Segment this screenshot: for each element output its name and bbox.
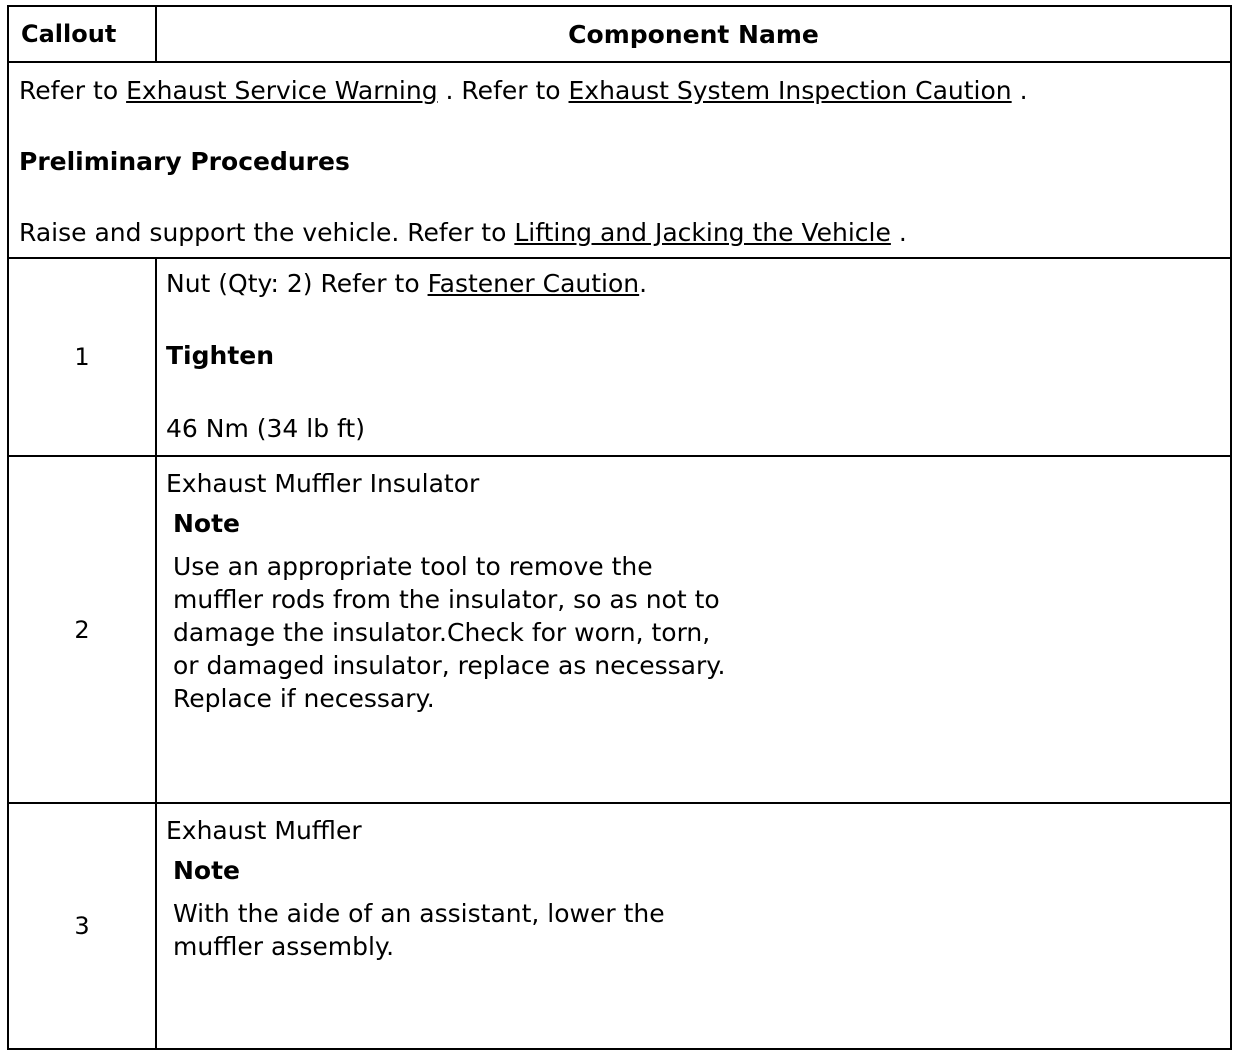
note-line: Use an appropriate tool to remove the	[173, 552, 653, 581]
note-line: With the aide of an assistant, lower the	[173, 899, 665, 928]
callout-number: 1	[9, 259, 157, 455]
preliminary-procedures-heading: Preliminary Procedures	[19, 147, 350, 176]
table-row	[9, 257, 1230, 455]
note-block	[173, 509, 725, 715]
link-exhaust-system-inspection-caution[interactable]: Exhaust System Inspection Caution	[568, 76, 1012, 105]
link-exhaust-service-warning[interactable]: Exhaust Service Warning	[126, 76, 438, 105]
note-line: damage the insulator.Check for worn, torn,	[173, 618, 711, 647]
link-lifting-and-jacking[interactable]: Lifting and Jacking the Vehicle	[514, 218, 891, 247]
component-name-suffix: .	[639, 269, 648, 298]
note-block	[173, 856, 665, 963]
intro-row	[9, 61, 1230, 257]
intro-raise-line	[19, 213, 1220, 253]
callout-number: 3	[9, 804, 157, 1048]
note-label: Note	[173, 856, 241, 885]
table-header-row	[9, 7, 1230, 61]
note-line: Replace if necessary.	[173, 684, 435, 713]
table-row	[9, 455, 1230, 802]
component-name-line	[166, 269, 647, 298]
procedure-table	[7, 5, 1232, 1050]
note-line: muffler assembly.	[173, 932, 395, 961]
note-line: or damaged insulator, replace as necessary.	[173, 651, 726, 680]
component-cell	[157, 457, 1230, 802]
component-cell	[157, 259, 1230, 455]
note-line: muffler rods from the insulator, so as not to	[173, 585, 720, 614]
intro-refer-suffix: .	[1011, 76, 1028, 105]
table-row	[9, 802, 1230, 1048]
intro-cell	[9, 63, 1230, 253]
component-name: Exhaust Muffler Insulator	[166, 469, 480, 498]
intro-raise-text: Raise and support the vehicle. Refer to	[19, 218, 515, 247]
callout-number: 2	[9, 457, 157, 802]
intro-refer-mid: . Refer to	[437, 76, 569, 105]
intro-refer-prefix: Refer to	[19, 76, 127, 105]
intro-refer-line	[19, 71, 1220, 111]
component-name: Exhaust Muffler	[166, 816, 362, 845]
component-cell	[157, 804, 1230, 1048]
tighten-label: Tighten	[166, 341, 275, 370]
link-fastener-caution[interactable]: Fastener Caution	[427, 269, 640, 298]
header-callout: Callout	[9, 7, 157, 61]
torque-value: 46 Nm (34 lb ft)	[166, 414, 365, 443]
component-name-prefix: Nut (Qty: 2) Refer to	[166, 269, 428, 298]
header-component-name: Component Name	[568, 19, 819, 49]
note-label: Note	[173, 509, 241, 538]
intro-raise-suffix: .	[890, 218, 907, 247]
